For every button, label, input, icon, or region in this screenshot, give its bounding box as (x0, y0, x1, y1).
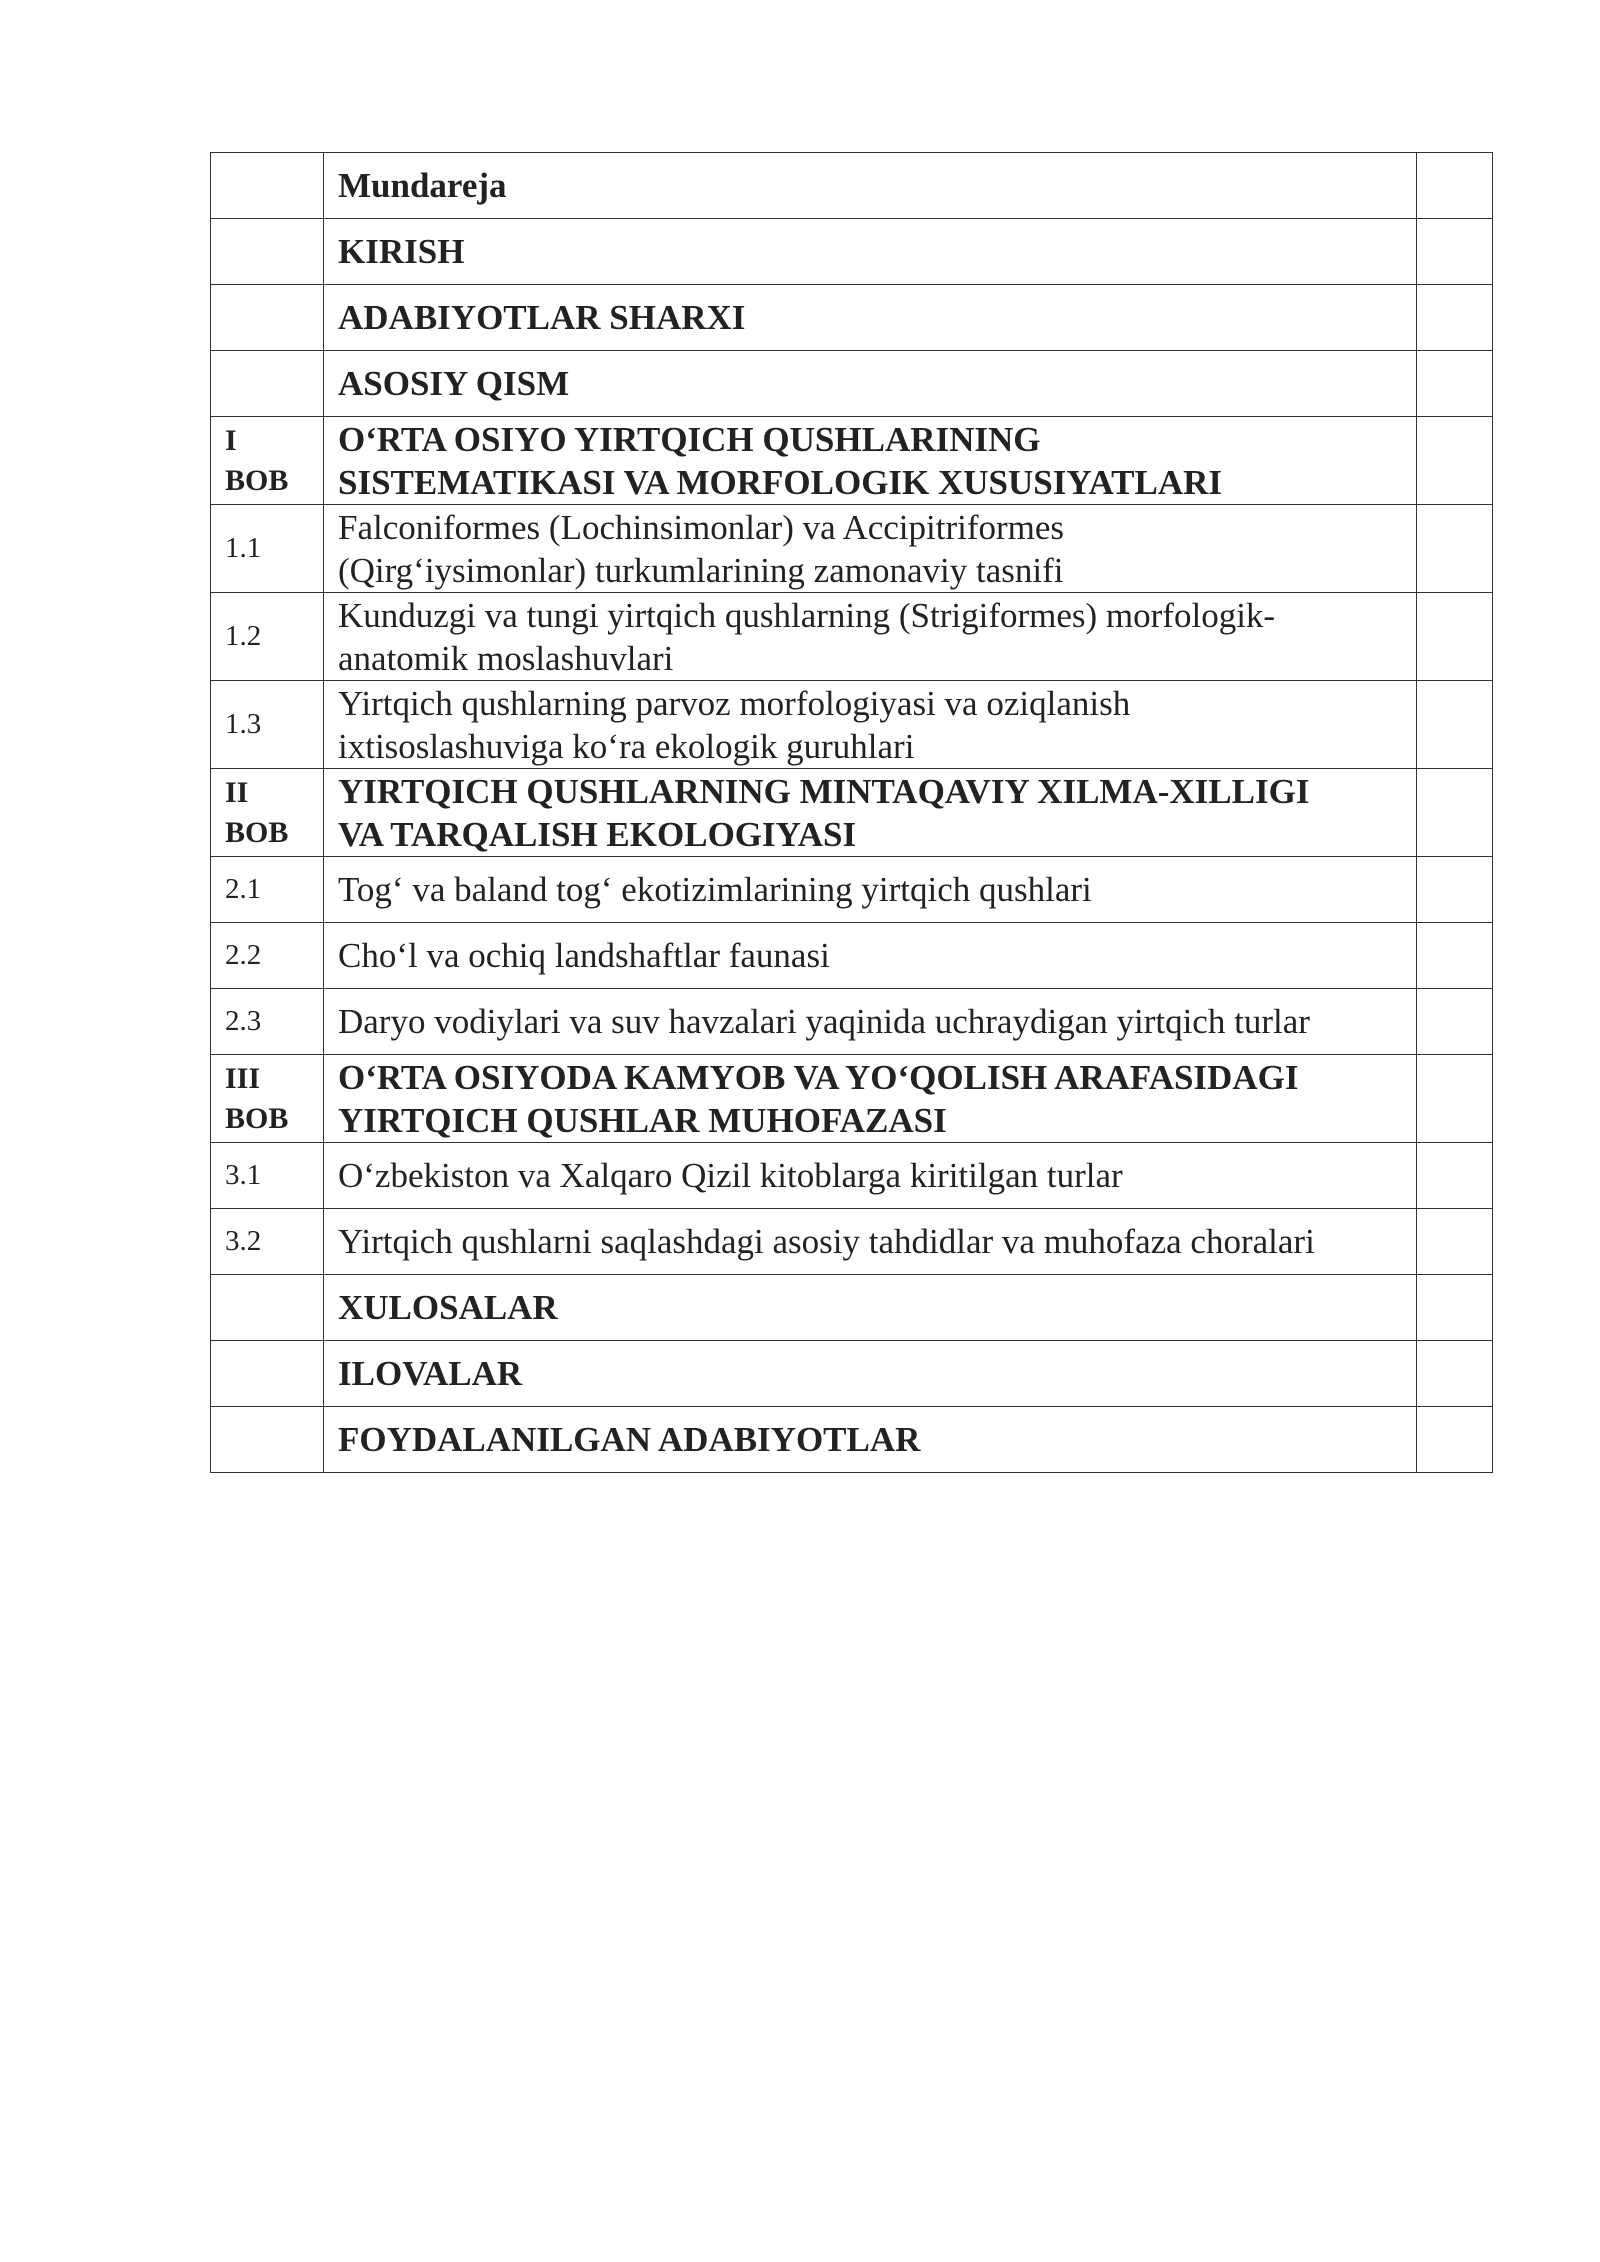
toc-title-line2: (Qirg‘iysimonlar) turkumlarining zamonaviy tasnifi (338, 550, 1064, 590)
toc-row (211, 219, 1493, 285)
toc-page-cell (1417, 153, 1493, 219)
toc-row (211, 593, 1493, 681)
toc-section-title: ILOVALAR (324, 1341, 1417, 1407)
toc-number: 3.1 (211, 1143, 324, 1209)
toc-subsection-title (324, 681, 1417, 769)
toc-subsection-title: Yirtqich qushlarni saqlashdagi asosiy tahdidlar va muhofaza choralari (324, 1209, 1417, 1275)
toc-row-chapter (211, 1055, 1493, 1143)
toc-number: 3.2 (211, 1209, 324, 1275)
toc-chapter-title (324, 769, 1417, 857)
toc-number: 1.2 (211, 593, 324, 681)
toc-page-cell (1417, 1275, 1493, 1341)
toc-page-cell (1417, 593, 1493, 681)
toc-section-title: ADABIYOTLAR SHARXI (324, 285, 1417, 351)
toc-section-title: FOYDALANILGAN ADABIYOTLAR (324, 1407, 1417, 1473)
toc-title-line1: Yirtqich qushlarning parvoz morfologiyasi va oziqlanish (338, 683, 1131, 723)
toc-row (211, 1143, 1493, 1209)
toc-number (211, 1275, 324, 1341)
toc-section-title: ASOSIY QISM (324, 351, 1417, 417)
toc-subsection-title: Daryo vodiylari va suv havzalari yaqinida uchraydigan yirtqich turlar (324, 989, 1417, 1055)
toc-number (211, 219, 324, 285)
toc-number (211, 285, 324, 351)
toc-page-cell (1417, 769, 1493, 857)
toc-row (211, 1209, 1493, 1275)
toc-page-cell (1417, 417, 1493, 505)
toc-chapter-number (211, 769, 324, 857)
toc-page-cell (1417, 285, 1493, 351)
toc-heading: Mundareja (324, 153, 1417, 219)
toc-number (211, 1407, 324, 1473)
toc-subsection-title (324, 505, 1417, 593)
toc-page-cell (1417, 1209, 1493, 1275)
toc-title-line2: anatomik moslashuvlari (338, 638, 674, 678)
table-of-contents (210, 152, 1493, 1473)
toc-row (211, 681, 1493, 769)
toc-subsection-title: O‘zbekiston va Xalqaro Qizil kitoblarga kiritilgan turlar (324, 1143, 1417, 1209)
toc-number: 2.3 (211, 989, 324, 1055)
toc-chapter-number-line2: BOB (225, 815, 289, 849)
toc-section-title: XULOSALAR (324, 1275, 1417, 1341)
toc-chapter-number (211, 1055, 324, 1143)
toc-chapter-title-line2: SISTEMATIKASI VA MORFOLOGIK XUSUSIYATLARI (338, 462, 1222, 502)
toc-row (211, 285, 1493, 351)
toc-row (211, 1407, 1493, 1473)
toc-title-line1: Kunduzgi va tungi yirtqich qushlarning (Strigiformes) morfologik- (338, 595, 1276, 635)
toc-page-cell (1417, 351, 1493, 417)
toc-number: 1.3 (211, 681, 324, 769)
toc-chapter-title-line1: O‘RTA OSIYODA KAMYOB VA YO‘QOLISH ARAFASIDAGI (338, 1057, 1299, 1097)
toc-number: 2.2 (211, 923, 324, 989)
toc-chapter-number-line2: BOB (225, 463, 289, 497)
toc-number: 1.1 (211, 505, 324, 593)
toc-chapter-title (324, 1055, 1417, 1143)
toc-subsection-title: Cho‘l va ochiq landshaftlar faunasi (324, 923, 1417, 989)
toc-subsection-title (324, 593, 1417, 681)
toc-page-cell (1417, 1407, 1493, 1473)
toc-row (211, 351, 1493, 417)
toc-row (211, 923, 1493, 989)
toc-row (211, 153, 1493, 219)
toc-page-cell (1417, 923, 1493, 989)
toc-chapter-number (211, 417, 324, 505)
toc-page-cell (1417, 1143, 1493, 1209)
toc-row (211, 505, 1493, 593)
toc-row (211, 857, 1493, 923)
toc-chapter-title-line2: YIRTQICH QUSHLAR MUHOFAZASI (338, 1100, 947, 1140)
toc-chapter-number-line1: I (225, 423, 237, 457)
toc-row (211, 1341, 1493, 1407)
toc-page-cell (1417, 505, 1493, 593)
toc-page-cell (1417, 989, 1493, 1055)
toc-chapter-number-line2: BOB (225, 1101, 289, 1135)
toc-chapter-number-line1: III (225, 1061, 261, 1095)
toc-number: 2.1 (211, 857, 324, 923)
toc-chapter-title (324, 417, 1417, 505)
toc-row-chapter (211, 417, 1493, 505)
toc-row (211, 1275, 1493, 1341)
toc-title-line2: ixtisoslashuviga ko‘ra ekologik guruhlari (338, 726, 915, 766)
toc-row (211, 989, 1493, 1055)
toc-page-cell (1417, 219, 1493, 285)
toc-title-line1: Falconiformes (Lochinsimonlar) va Accipitriformes (338, 507, 1065, 547)
toc-section-title: KIRISH (324, 219, 1417, 285)
toc-page-cell (1417, 857, 1493, 923)
toc-subsection-title: Tog‘ va baland tog‘ ekotizimlarining yirtqich qushlari (324, 857, 1417, 923)
toc-number (211, 351, 324, 417)
toc-chapter-title-line1: O‘RTA OSIYO YIRTQICH QUSHLARINING (338, 419, 1041, 459)
toc-chapter-number-line1: II (225, 775, 249, 809)
toc-page-cell (1417, 1055, 1493, 1143)
toc-page-cell (1417, 681, 1493, 769)
toc-number (211, 1341, 324, 1407)
toc-row-chapter (211, 769, 1493, 857)
toc-chapter-title-line1: YIRTQICH QUSHLARNING MINTAQAVIY XILMA-XILLIGI (338, 771, 1310, 811)
toc-page-cell (1417, 1341, 1493, 1407)
toc-number (211, 153, 324, 219)
toc-chapter-title-line2: VA TARQALISH EKOLOGIYASI (338, 814, 857, 854)
